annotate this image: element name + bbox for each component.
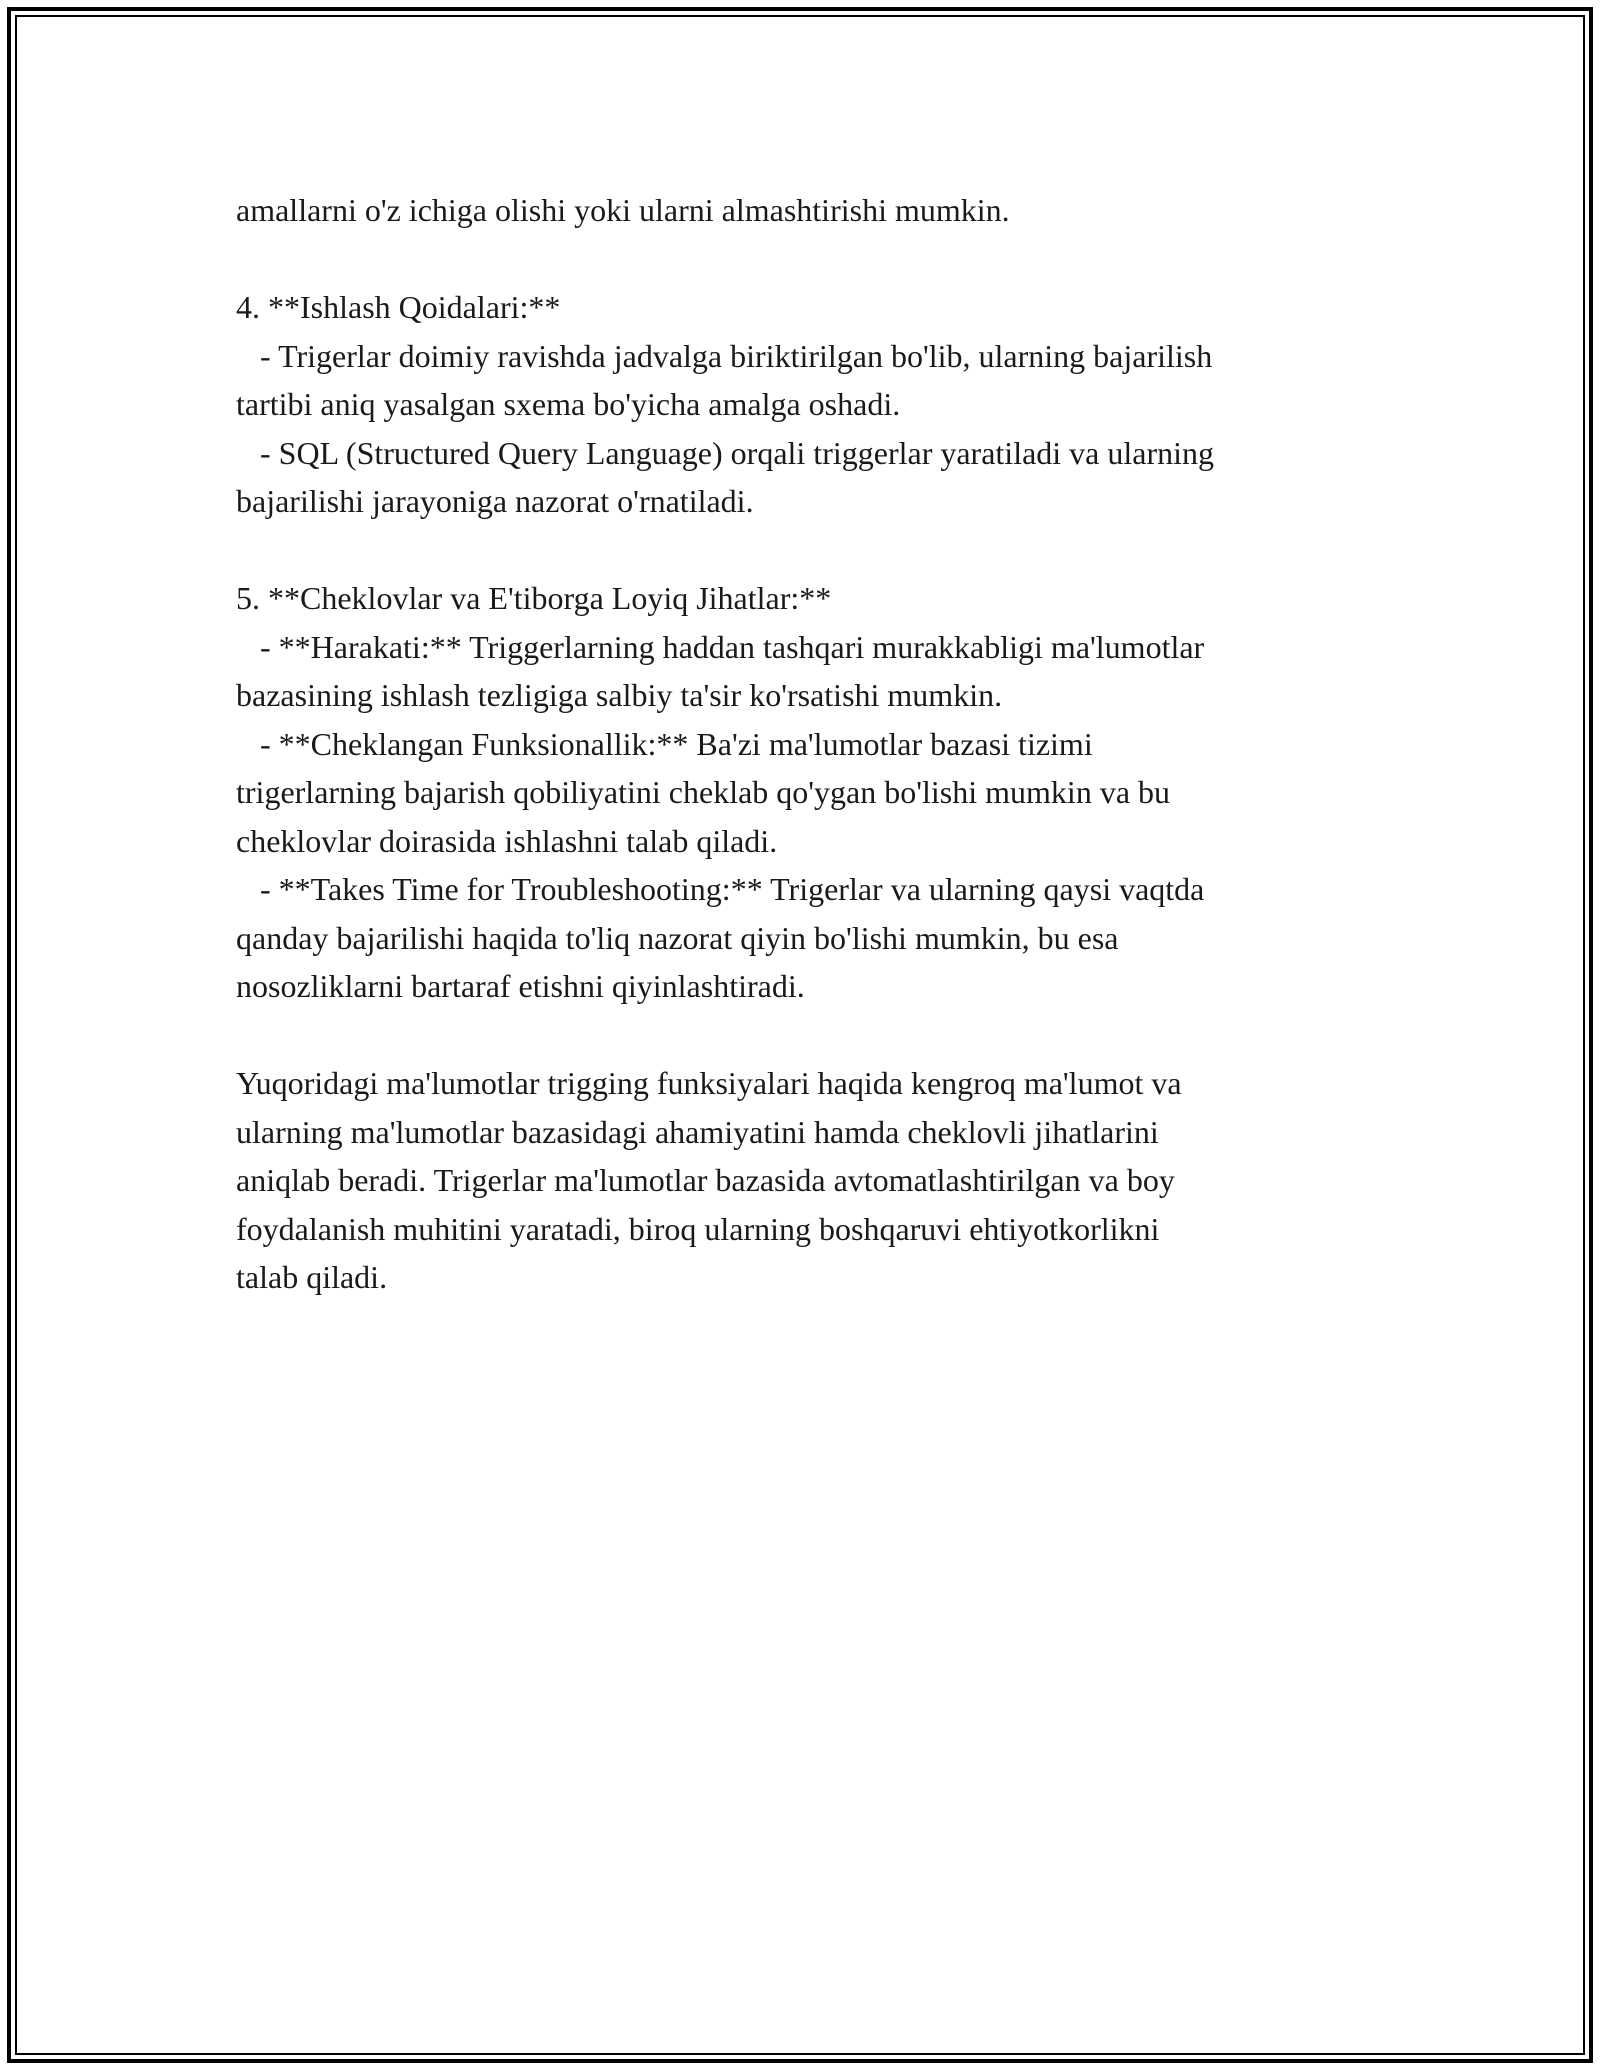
paragraph-line: aniqlab beradi. Trigerlar ma'lumotlar bazasida avtomatlashtirilgan va boy [236,1162,1175,1198]
paragraph-line: trigerlarning bajarish qobiliyatini cheklab qo'ygan bo'lishi mumkin va bu [236,774,1171,810]
paragraph-line: - **Cheklangan Funksionallik:** Ba'zi ma'lumotlar bazasi tizimi [236,725,1093,762]
paragraph-line: - Trigerlar doimiy ravishda jadvalga biriktirilgan bo'lib, ularning bajarilish [236,337,1213,374]
paragraph-line: - **Takes Time for Troubleshooting:** Trigerlar va ularning qaysi vaqtda [236,871,1205,907]
paragraph-line: bajarilishi jarayoniga nazorat o'rnatiladi. [236,483,754,519]
section-5 [236,574,1396,1011]
section-heading: 4. **Ishlash Qoidalari:** [236,289,561,325]
paragraph-line: nosozliklarni bartaraf etishni qiyinlashtiradi. [236,968,805,1004]
paragraph-line: ularning ma'lumotlar bazasidagi ahamiyatini hamda cheklovli jihatlarini [236,1113,1159,1150]
section-heading: 5. **Cheklovlar va E'tiborga Loyiq Jihatlar:** [236,580,832,616]
paragraph-line: qanday bajarilishi haqida to'liq nazorat qiyin bo'lishi mumkin, bu esa [236,919,1119,956]
section-4 [236,283,1396,526]
paragraph-line: - SQL (Structured Query Language) orqali triggerlar yaratiladi va ularning [236,434,1215,471]
paragraph-line: cheklovlar doirasida ishlashni talab qiladi. [236,822,778,859]
paragraph-line: talab qiladi. [236,1259,388,1295]
paragraph-line: bazasining ishlash tezligiga salbiy ta'sir ko'rsatishi mumkin. [236,677,1003,713]
paragraph-line: tartibi aniq yasalgan sxema bo'yicha amalga oshadi. [236,386,901,422]
conclusion-paragraph [236,1059,1396,1302]
paragraph-gap [236,526,1396,575]
paragraph-gap [236,1011,1396,1060]
document-body [236,186,1396,1302]
paragraph-line: Yuqoridagi ma'lumotlar trigging funksiyalari haqida kengroq ma'lumot va [236,1065,1182,1101]
intro-paragraph [236,186,1396,235]
paragraph-line: foydalanish muhitini yaratadi, biroq ularning boshqaruvi ehtiyotkorlikni [236,1210,1160,1247]
paragraph-line: - **Harakati:** Triggerlarning haddan tashqari murakkabligi ma'lumotlar [236,628,1205,665]
paragraph-line: amallarni o'z ichiga olishi yoki ularni almashtirishi mumkin. [236,192,1010,228]
paragraph-gap [236,235,1396,284]
